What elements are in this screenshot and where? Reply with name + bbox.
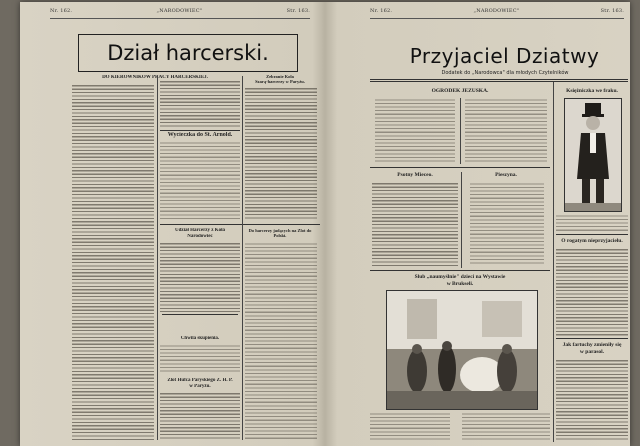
divider <box>370 79 628 80</box>
right-page <box>330 2 630 446</box>
article1-text-col2 <box>160 80 240 128</box>
right-header-page: Str. 163. <box>600 8 624 14</box>
photo2-caption-left <box>370 412 450 442</box>
poem2-text <box>372 182 458 266</box>
article1-title: DO KIEROWNIKÓW PRACY HARCERSKIEJ. <box>102 75 208 80</box>
supplement-title: Przyjaciel Dziatwy <box>409 44 600 68</box>
article6-title: Zlot Hufca Paryskiego Z. H. P. <box>167 378 233 383</box>
divider <box>556 338 628 339</box>
poem3-text <box>470 182 544 266</box>
divider <box>160 130 240 131</box>
photo2-title: Ślub „naumyślnie" dzieci na Wystawie <box>414 274 506 280</box>
left-header-number: Nr. 162. <box>50 8 73 14</box>
divider <box>160 224 320 225</box>
story-text <box>556 248 628 336</box>
article6-subtitle: w Paryżu. <box>189 384 211 389</box>
poem3-title: Pieszyna. <box>495 172 517 178</box>
left-page <box>20 2 320 446</box>
article3-title: Udział Harcerzy z Koła <box>174 228 226 233</box>
column-divider <box>461 172 462 268</box>
left-header-page: Str. 163. <box>286 8 310 14</box>
divider <box>556 234 628 235</box>
article-subtitle: w parasol. <box>579 349 605 355</box>
article3-text <box>160 242 240 312</box>
article4-title: Do harcerzy jadących na Zlot do Polski. <box>248 228 312 238</box>
story-title: O rogatym nieprzyjacielu. <box>561 238 623 244</box>
section-title-box <box>78 34 298 72</box>
photo2-caption-right <box>462 412 550 442</box>
article-title: Jak fartuchy zmieniły się <box>562 342 622 348</box>
article4-text <box>245 242 317 440</box>
article6-text <box>160 392 240 440</box>
princess-figure <box>565 99 621 211</box>
right-page-header <box>370 8 624 19</box>
poem1-title: OGRÓDEK JEZUSKA. <box>431 88 489 94</box>
princess-photo <box>564 98 622 212</box>
left-page-header <box>50 8 310 19</box>
divider <box>370 81 628 82</box>
article2-text <box>160 141 240 221</box>
section-title: Dział harcerski. <box>107 41 269 65</box>
wedding-photo-scene <box>387 291 537 409</box>
photo1-caption <box>556 214 628 232</box>
newspaper-spread <box>20 2 630 446</box>
article5-title: Chwila skupienia. <box>180 336 220 341</box>
column-divider <box>460 98 461 164</box>
article5-text <box>160 344 240 374</box>
column-divider <box>242 76 243 440</box>
poem1-text-right <box>465 98 547 162</box>
poem2-title: Psotny Mieceo. <box>397 172 433 178</box>
column-divider <box>553 82 554 442</box>
column1-text <box>72 84 154 440</box>
col3-subtitle: Szarą-harcerzy w Paryżu. <box>255 79 305 84</box>
right-header-masthead: „NARODOWIEC" <box>473 8 520 14</box>
divider <box>162 314 238 315</box>
article2-title: Wycieczka do St. Arnold. <box>167 132 233 138</box>
col3-text <box>245 87 317 221</box>
right-header-number: Nr. 162. <box>370 8 393 14</box>
column-divider <box>157 76 158 440</box>
photo2-subtitle: w Brukseli. <box>446 281 474 287</box>
article3-subtitle: Narodowiec <box>187 234 213 239</box>
divider <box>370 270 550 271</box>
wedding-photo <box>386 290 538 410</box>
supplement-subtitle: Dodatek do „Narodowca" dla młodych Czytelników <box>441 70 569 76</box>
photo1-title: Księżniczka we fraku. <box>566 88 618 94</box>
divider <box>370 167 550 168</box>
poem1-text-left <box>375 98 455 162</box>
left-header-masthead: „NARODOWIEC" <box>156 8 203 14</box>
article-text <box>556 359 628 442</box>
col3-title: Zebranie Koła <box>266 74 294 79</box>
